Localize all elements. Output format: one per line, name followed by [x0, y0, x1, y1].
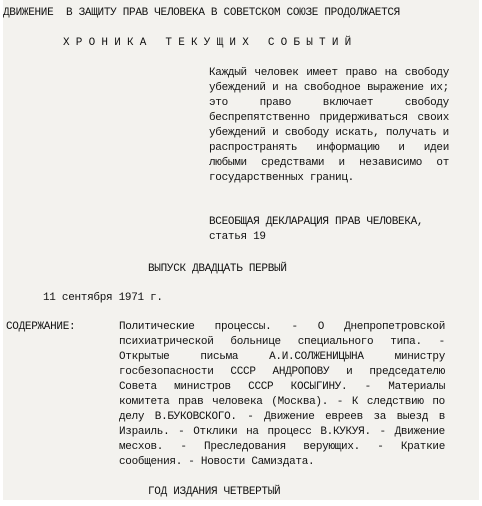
document-page: [3, 0, 479, 500]
epigraph-source: [209, 215, 449, 245]
contents-label: СОДЕРЖАНИЕ:: [6, 321, 76, 333]
epigraph: [209, 66, 449, 186]
chronicle-title: ХРОНИКА ТЕКУЩИХ СОБЫТИЙ: [63, 37, 358, 49]
epigraph-source-title: ВСЕОБЩАЯ ДЕКЛАРАЦИЯ ПРАВ ЧЕЛОВЕКА,: [209, 216, 424, 228]
epigraph-source-article: статья 19: [209, 231, 266, 243]
epigraph-text: Каждый человек имеет право на свободу убеждений и на свободное выражение их; это право включает свободу беспрепятственно придерживаться своих убеждений и свободу искать, получать и распространять информацию и идеи любыми средствами и независимо от государственных границ.: [209, 67, 449, 184]
issue-number: ВЫПУСК ДВАДЦАТЬ ПЕРВЫЙ: [148, 263, 287, 275]
issue-date: 11 сентября 1971 г.: [43, 292, 163, 304]
header-slogan: ДВИЖЕНИЕ В ЗАЩИТУ ПРАВ ЧЕЛОВЕКА В СОВЕТСКОМ СОЮЗЕ ПРОДОЛЖАЕТСЯ: [3, 7, 400, 19]
contents-text: Политические процессы. - О Днепропетровской психиатрической больнице специального типа. - Открытые письма А.И.СОЛЖЕНИЦЫНА министру госбезопасности СССР АНДРОПОВУ и председателю Совета министров СССР КОСЫГИНУ. - Материалы комитета прав человека (Москва). - К следствию по делу В.БУКОВСКОГО. - Движение евреев за выезд в Израиль. - Отклики на процесс В.КУКУЯ. - Движение месхов. - Преследования верующих. - Краткие сообщения. - Новости Самиздата.: [119, 321, 445, 468]
publication-year: ГОД ИЗДАНИЯ ЧЕТВЕРТЫЙ: [148, 486, 281, 498]
